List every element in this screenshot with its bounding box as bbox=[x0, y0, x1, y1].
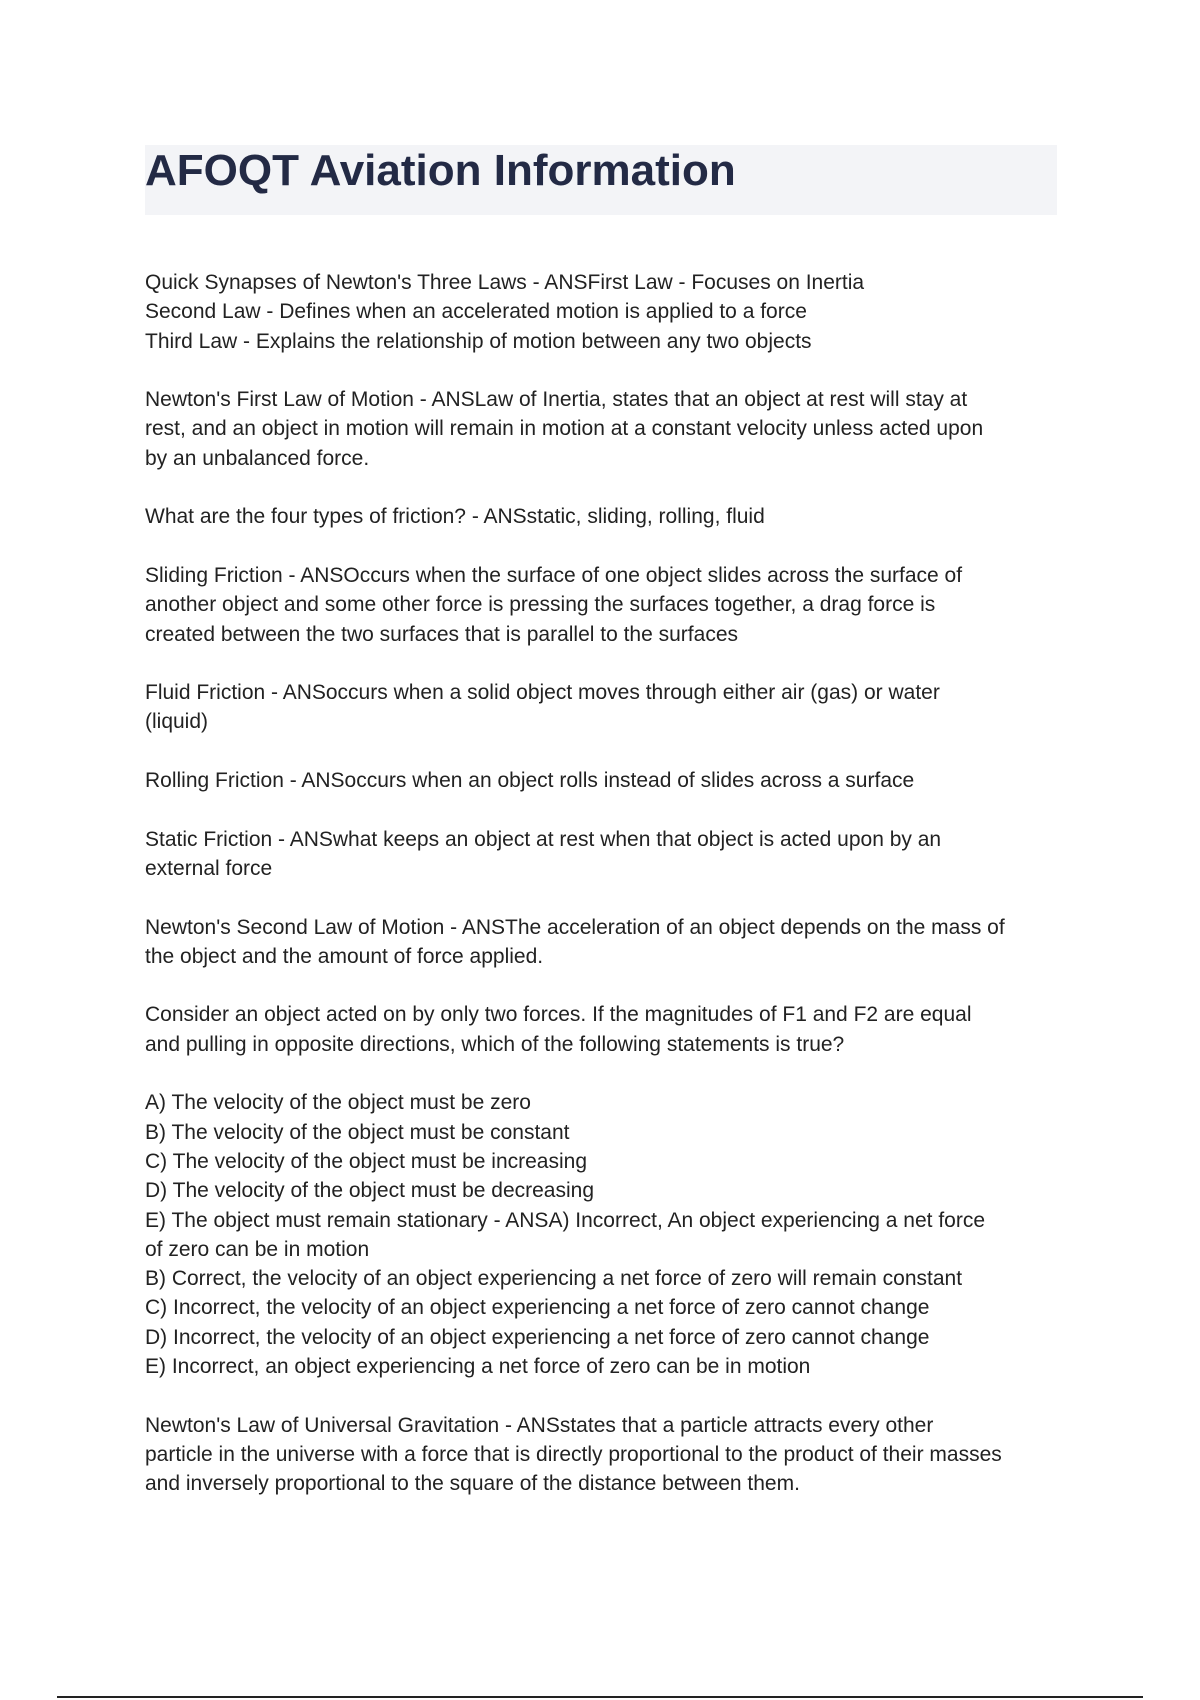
document-title: AFOQT Aviation Information bbox=[145, 146, 736, 195]
text-line: by an unbalanced force. bbox=[145, 446, 370, 470]
text-line: another object and some other force is pressing the surfaces together, a drag force is bbox=[145, 593, 936, 617]
text-line: and pulling in opposite directions, which of the following statements is true? bbox=[145, 1032, 845, 1056]
text-line: B) The velocity of the object must be constant bbox=[145, 1120, 570, 1144]
footer-divider bbox=[57, 1696, 1143, 1698]
qa-entry bbox=[145, 1000, 1065, 1059]
text-line: of zero can be in motion bbox=[145, 1237, 370, 1261]
qa-entry bbox=[145, 913, 1065, 972]
text-line: (liquid) bbox=[145, 710, 209, 734]
text-line: A) The velocity of the object must be zero bbox=[145, 1091, 531, 1115]
text-line: Newton's Law of Universal Gravitation - ANSstates that a particle attracts every other bbox=[145, 1413, 934, 1437]
qa-entry bbox=[145, 502, 1065, 531]
text-line: and inversely proportional to the square of the distance between them. bbox=[145, 1472, 800, 1496]
text-line: rest, and an object in motion will remain in motion at a constant velocity unless acted upon bbox=[145, 417, 984, 441]
qa-entry bbox=[145, 825, 1065, 884]
text-line: created between the two surfaces that is parallel to the surfaces bbox=[145, 622, 738, 646]
text-line: C) Incorrect, the velocity of an object experiencing a net force of zero cannot change bbox=[145, 1296, 930, 1320]
text-line: Rolling Friction - ANSoccurs when an object rolls instead of slides across a surface bbox=[145, 769, 915, 793]
title-banner bbox=[145, 145, 1057, 215]
text-line: Third Law - Explains the relationship of motion between any two objects bbox=[145, 329, 812, 353]
qa-entry bbox=[145, 766, 1065, 795]
text-line: C) The velocity of the object must be increasing bbox=[145, 1149, 587, 1173]
text-line: particle in the universe with a force that is directly proportional to the product of their masses bbox=[145, 1442, 1002, 1466]
text-line: E) Incorrect, an object experiencing a net force of zero can be in motion bbox=[145, 1354, 811, 1378]
qa-entry bbox=[145, 678, 1065, 737]
text-line: external force bbox=[145, 856, 273, 880]
qa-entry bbox=[145, 561, 1065, 649]
text-line: B) Correct, the velocity of an object experiencing a net force of zero will remain constant bbox=[145, 1267, 963, 1291]
text-line: Fluid Friction - ANSoccurs when a solid object moves through either air (gas) or water bbox=[145, 681, 940, 705]
text-line: D) Incorrect, the velocity of an object experiencing a net force of zero cannot change bbox=[145, 1325, 930, 1349]
text-line: Newton's First Law of Motion - ANSLaw of Inertia, states that an object at rest will stay at bbox=[145, 388, 968, 412]
text-line: the object and the amount of force applied. bbox=[145, 944, 544, 968]
qa-entry bbox=[145, 1411, 1065, 1499]
qa-entry bbox=[145, 1088, 1065, 1381]
text-line: Newton's Second Law of Motion - ANSThe acceleration of an object depends on the mass of bbox=[145, 915, 1005, 939]
text-line: Quick Synapses of Newton's Three Laws - ANSFirst Law - Focuses on Inertia bbox=[145, 271, 865, 294]
text-line: What are the four types of friction? - ANSstatic, sliding, rolling, fluid bbox=[145, 505, 765, 529]
text-line: Second Law - Defines when an accelerated motion is applied to a force bbox=[145, 300, 807, 324]
text-line: Sliding Friction - ANSOccurs when the surface of one object slides across the surface of bbox=[145, 563, 963, 587]
text-line: Consider an object acted on by only two forces. If the magnitudes of F1 and F2 are equal bbox=[145, 1003, 972, 1027]
qa-entry bbox=[145, 385, 1065, 473]
document-body bbox=[145, 268, 1065, 1528]
text-line: Static Friction - ANSwhat keeps an object at rest when that object is acted upon by an bbox=[145, 827, 942, 851]
text-line: D) The velocity of the object must be decreasing bbox=[145, 1179, 595, 1203]
text-line: E) The object must remain stationary - ANSA) Incorrect, An object experiencing a net force bbox=[145, 1208, 986, 1232]
qa-entry bbox=[145, 268, 1065, 356]
